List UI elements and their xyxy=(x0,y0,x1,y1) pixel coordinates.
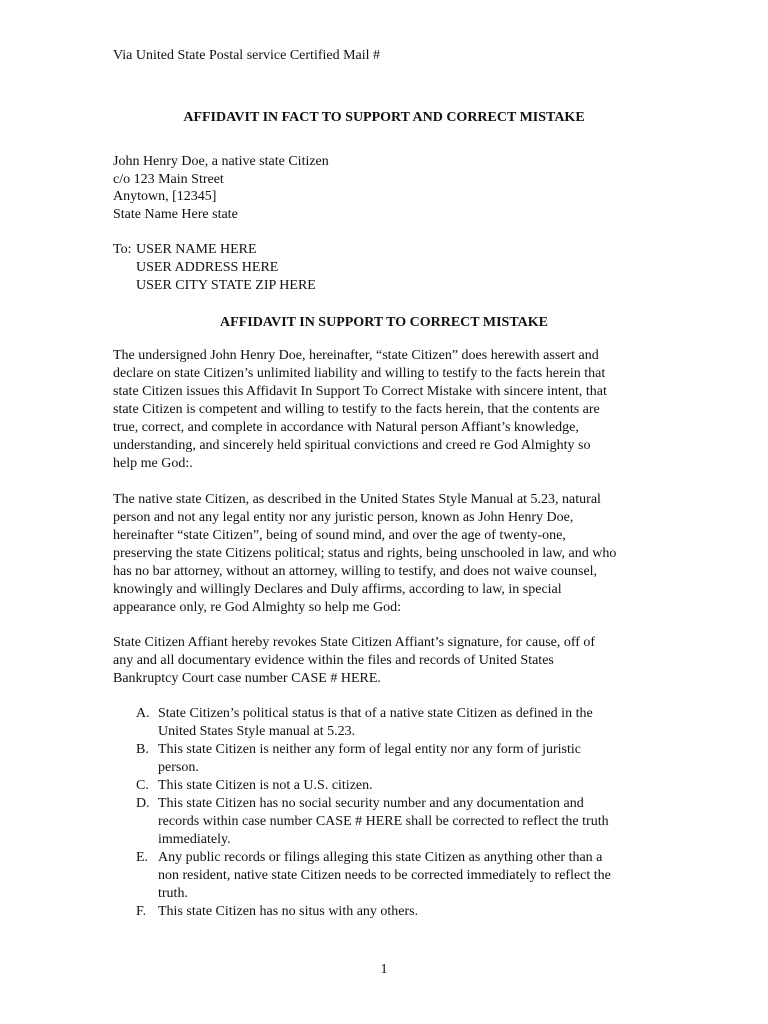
paragraph-line: appearance only, re God Almighty so help me God: xyxy=(113,600,401,615)
list-item-line: immediately. xyxy=(158,832,231,847)
paragraph-line: person and not any legal entity nor any juristic person, known as John Henry Doe, xyxy=(113,510,574,525)
list-item-line: This state Citizen is not a U.S. citizen. xyxy=(158,778,373,793)
list-item-line: This state Citizen has no social security number and any documentation and xyxy=(158,796,584,811)
list-marker: D. xyxy=(136,796,150,811)
list-marker: F. xyxy=(136,904,147,919)
paragraph-line: understanding, and sincerely held spiritual convictions and creed re God Almighty so xyxy=(113,438,591,453)
paragraph xyxy=(113,347,648,473)
list-item xyxy=(136,777,656,795)
list-item xyxy=(136,849,656,903)
list-item xyxy=(136,741,656,777)
paragraph-line: true, correct, and complete in accordance with Natural person Affiant’s knowledge, xyxy=(113,420,579,435)
paragraph-line: hereinafter “state Citizen”, being of sound mind, and over the age of twenty-one, xyxy=(113,528,566,543)
paragraph xyxy=(113,491,648,617)
list-item xyxy=(136,903,656,921)
recipient-line: USER NAME HERE xyxy=(136,242,257,257)
paragraph-line: knowingly and willingly Declares and Duly affirms, according to law, in special xyxy=(113,582,562,597)
list-item-line: records within case number CASE # HERE shall be corrected to reflect the truth xyxy=(158,814,609,829)
page-number: 1 xyxy=(380,962,388,977)
paragraph-line: Bankruptcy Court case number CASE # HERE. xyxy=(113,671,381,686)
sender-line: John Henry Doe, a native state Citizen xyxy=(113,154,329,169)
recipient-line: USER CITY STATE ZIP HERE xyxy=(136,278,316,293)
list-item xyxy=(136,795,656,849)
list-item-line: This state Citizen is neither any form of legal entity nor any form of juristic xyxy=(158,742,582,757)
sender-line: c/o 123 Main Street xyxy=(113,172,224,187)
list-item-line: State Citizen’s political status is that of a native state Citizen as defined in the xyxy=(158,706,593,721)
paragraph xyxy=(113,634,648,688)
list-item-line: United States Style manual at 5.23. xyxy=(158,724,356,739)
section-heading: AFFIDAVIT IN SUPPORT TO CORRECT MISTAKE xyxy=(220,315,548,330)
list-marker: A. xyxy=(136,706,150,721)
recipient-to-label: To: xyxy=(113,242,132,257)
list-item-line: non resident, native state Citizen needs to be corrected immediately to reflect the xyxy=(158,868,611,883)
paragraph-line: help me God:. xyxy=(113,456,193,471)
list-marker: C. xyxy=(136,778,149,793)
list-item-line: Any public records or filings alleging this state Citizen as anything other than a xyxy=(158,850,603,865)
list-item xyxy=(136,705,656,741)
paragraph-line: preserving the state Citizens political; status and rights, being unschooled in law, and who xyxy=(113,546,617,561)
list-item-line: This state Citizen has no situs with any others. xyxy=(158,904,419,919)
paragraph-line: declare on state Citizen’s unlimited liability and willing to testify to the facts herein that xyxy=(113,366,606,381)
document-title: AFFIDAVIT IN FACT TO SUPPORT AND CORRECT MISTAKE xyxy=(183,110,585,125)
paragraph-line: The native state Citizen, as described in the United States Style Manual at 5.23, natural xyxy=(113,492,601,507)
recipient-line: USER ADDRESS HERE xyxy=(136,260,279,275)
list-marker: B. xyxy=(136,742,149,757)
sender-line: Anytown, [12345] xyxy=(113,189,217,204)
paragraph-line: The undersigned John Henry Doe, hereinafter, “state Citizen” does herewith assert and xyxy=(113,348,599,363)
sender-line: State Name Here state xyxy=(113,207,238,222)
list-item-line: truth. xyxy=(158,886,188,901)
paragraph-line: any and all documentary evidence within the files and records of United States xyxy=(113,653,554,668)
list-marker: E. xyxy=(136,850,149,865)
paragraph-line: has no bar attorney, without an attorney, willing to testify, and does not waive counsel, xyxy=(113,564,598,579)
paragraph-line: State Citizen Affiant hereby revokes State Citizen Affiant’s signature, for cause, off of xyxy=(113,635,596,650)
lettered-list xyxy=(136,705,656,921)
mail-line: Via United State Postal service Certified Mail # xyxy=(113,48,381,63)
paragraph-line: state Citizen issues this Affidavit In Support To Correct Mistake with sincere intent, that xyxy=(113,384,607,399)
paragraph-line: state Citizen is competent and willing to testify to the facts herein, that the contents are xyxy=(113,402,600,417)
list-item-line: person. xyxy=(158,760,199,775)
